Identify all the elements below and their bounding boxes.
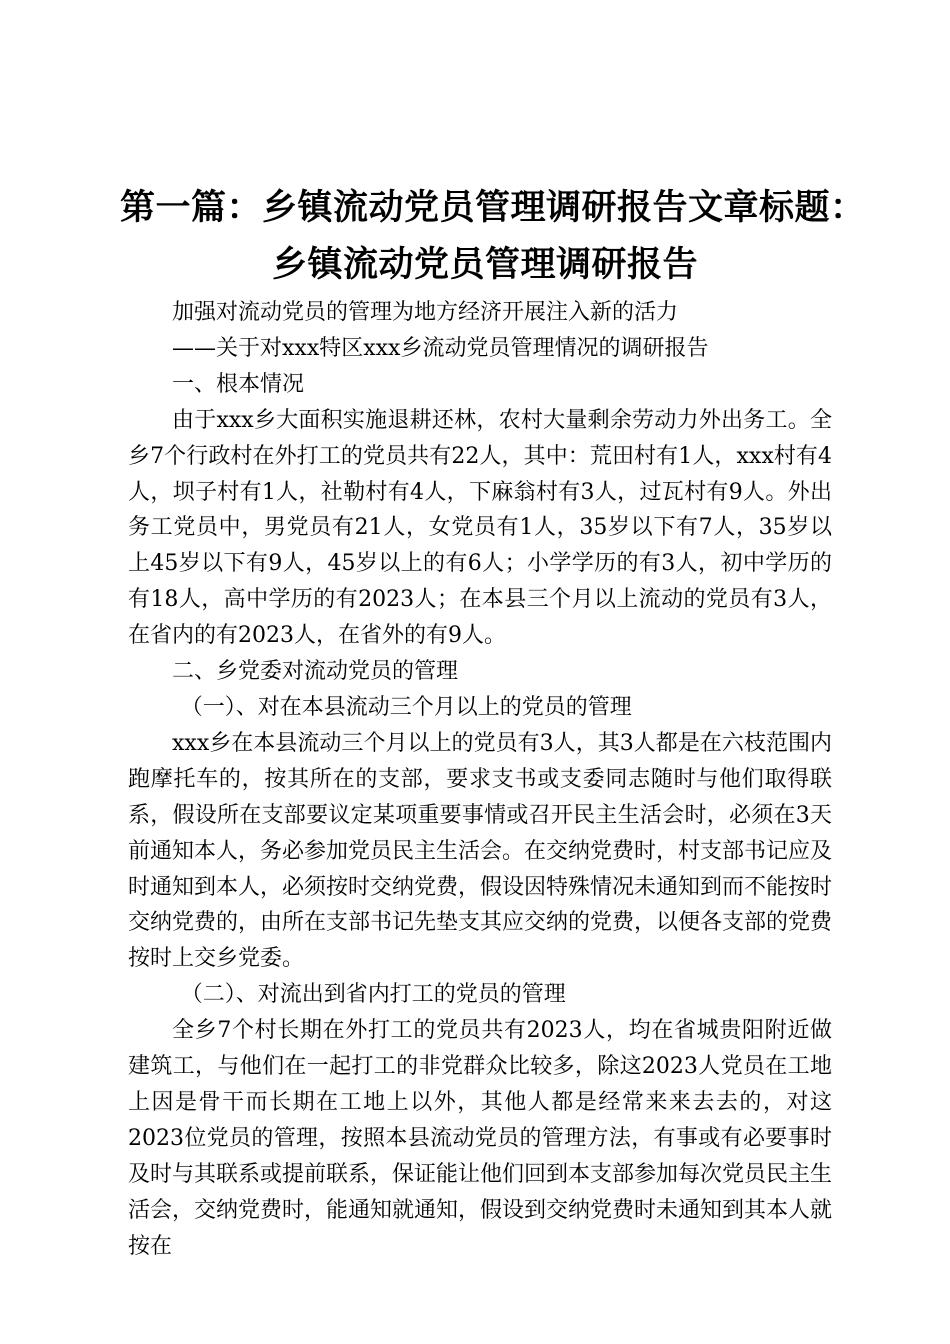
paragraph-basic-situation: 由于xxx乡大面积实施退耕还林，农村大量剩余劳动力外出务工。全乡7个行政村在外打工的党员共有22人，其中：荒田村有1人，xxx村有4人，坝子村有1人，社勒村有4人，下麻翁村有3人，过瓦村有9人。外出务工党员中，男党员有21人，女党员有1人，35岁以下有7人，35岁以上45岁以下有9人，45岁以上的有6人；小学学历的有3人，初中学历的有18人，高中学历的有2023人；在本县三个月以上流动的党员有3人，在省内的有2023人，在省外的有9人。 bbox=[128, 407, 832, 649]
section-heading-basic-situation: 一、根本情况 bbox=[172, 371, 305, 397]
paragraph-county-management: xxx乡在本县流动三个月以上的党员有3人，其3人都是在六枝范围内跑摩托车的，按其所在的支部，要求支书或支委同志随时与他们取得联系，假设所在支部要议定某项重要事情或召开民主生活会时，必须在3天前通知本人，务必参加党员民主生活会。在交纳党费时，村支部书记应及时通知到本人，必须按时交纳党费，假设因特殊情况未通知到而不能按时交纳党费的，由所在支部书记先垫支其应交纳的党费，以便各支部的党费按时上交乡党委。 bbox=[128, 730, 833, 972]
document-body bbox=[128, 295, 832, 1264]
subsection-heading-province: （二）、对流出到省内打工的党员的管理 bbox=[180, 982, 566, 1008]
section-heading-management: 二、乡党委对流动党员的管理 bbox=[172, 659, 459, 685]
report-subheading: ——关于对xxx特区xxx乡流动党员管理情况的调研报告 bbox=[172, 335, 709, 361]
subsection-heading-county: （一）、对在本县流动三个月以上的党员的管理 bbox=[180, 694, 632, 720]
paragraph-province-management: 全乡7个村长期在外打工的党员共有2023人，均在省城贵阳附近做建筑工，与他们在一起打工的非党群众比较多，除这2023人党员在工地上因是骨干而长期在工地上以外，其他人都是经常来来去去的，对这2023位党员的管理，按照本县流动党员的管理方法，有事或有必要事时及时与其联系或提前联系，保证能让他们回到本支部参加每次党员民主生活会，交纳党费时，能通知就通知，假设到交纳党费时未通知到其本人就按在 bbox=[128, 1018, 833, 1259]
report-heading: 加强对流动党员的管理为地方经济开展注入新的活力 bbox=[172, 300, 679, 325]
document-title-line-2: 乡镇流动党员管理调研报告 bbox=[271, 245, 698, 285]
document-title-line-1: 第一篇：乡镇流动党员管理调研报告文章标题： bbox=[120, 188, 866, 228]
